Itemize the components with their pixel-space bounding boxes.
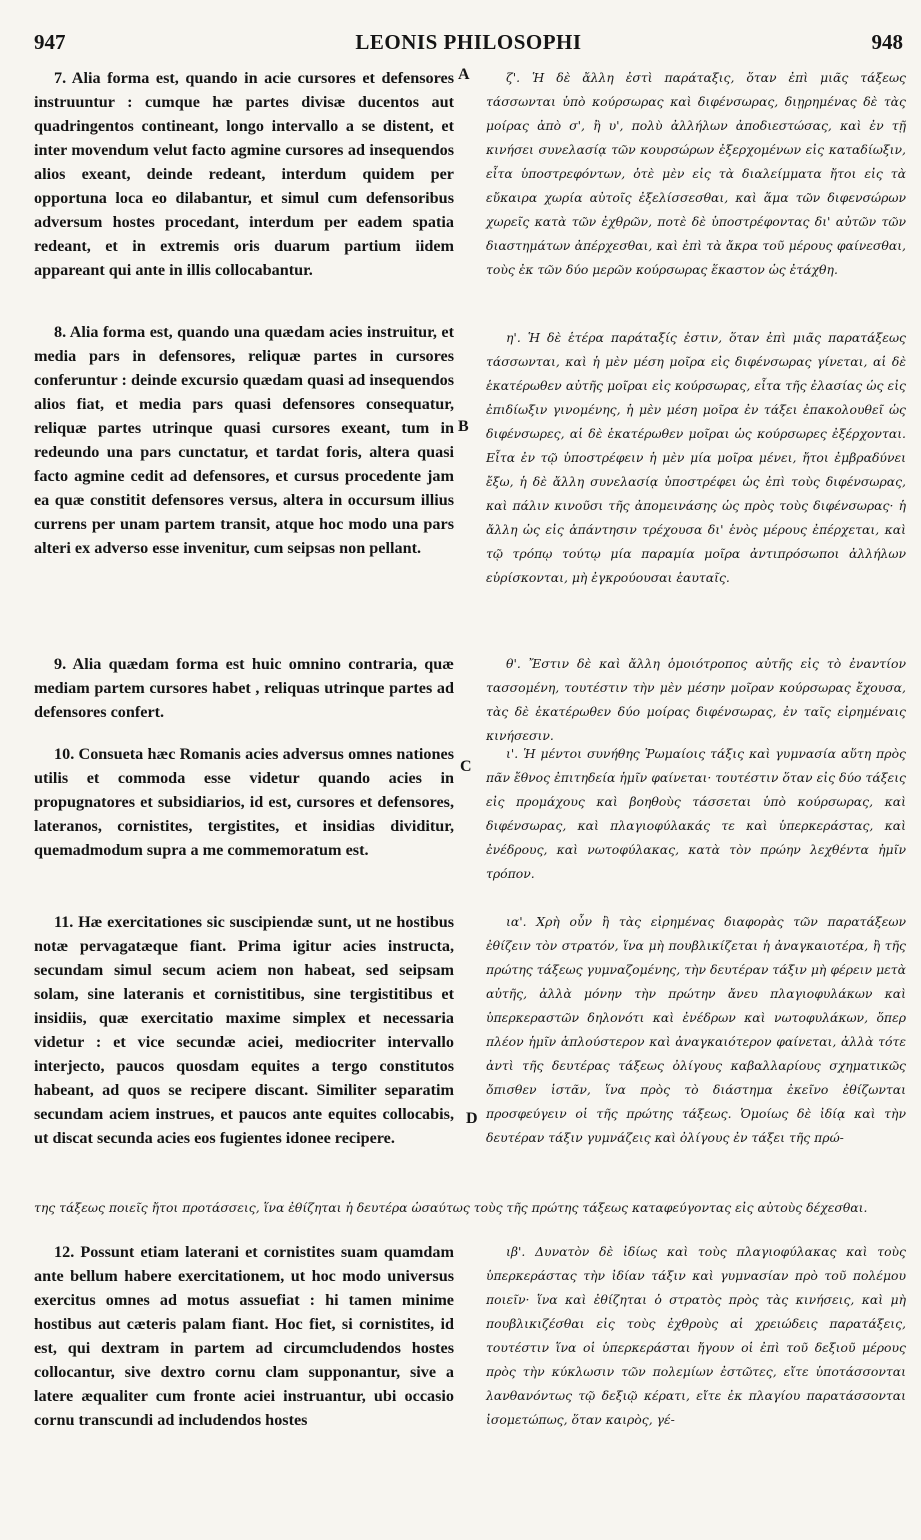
running-title: LEONIS PHILOSOPHI bbox=[355, 30, 582, 54]
margin-marker-a: A bbox=[458, 66, 470, 83]
greek-paragraph-8: η'. Ἡ δὲ ἑτέρα παράταξίς ἐστιν, ὅταν ἐπὶ μιᾶς παρατάξεως τάσσωνται, καὶ ἡ μὲν μέση μοῖρα εἰς διφένσωρας γίνεται, αἱ δὲ ἑκατέρωθεν αὐτῆς μοῖραι εἰς κούρσωρας, εἶτα τῆς ἐλασίας ὡς εἰς ἐπιδίωξιν γινομένης, ἡ μὲν μέση μοῖρα ἐν τάξει ἐπακολουθεῖ ὡς διφένσωρες, αἱ δὲ ἑκατέρωθεν μοῖραι ὡς κούρσωρες ἐξέρχονται. Εἶτα ἐν τῷ ὑποστρέφειν ἡ μὲν μία μοῖρα μένει, ἤτοι ἐμβραδύνει ἔξω, ἡ δὲ ἄλλη συνελασίᾳ ὑποστρέφει ὡς ἐπὶ τοὺς διφένσωρας, καὶ πάλιν κινοῦσι τῆς ἀπομεινάσης ὡς πρὸς τοὺς διφένσωρας· ἡ ἄλλη ὡς εἰς ἀπάντησιν τρέχουσα δι' ἑνὸς μέρους ἐπέρχεται, καὶ τῷ τρόπῳ τούτῳ μία παραμία μοῖρα ἀντιπρόσωποι ἀλλήλων εὑρίσκονται, μὴ ἐγκρούουσαι ἑαυταῖς. bbox=[486, 330, 906, 585]
latin-paragraph-9: 9. Alia quædam forma est huic omnino contraria, quæ mediam partem cursores habet , reliquas utrinque partes ad defensores confert. bbox=[34, 655, 454, 721]
margin-marker-b: B bbox=[458, 418, 469, 435]
page-number-right: 948 bbox=[871, 30, 903, 54]
greek-paragraph-12: ιβ'. Δυνατὸν δὲ ἰδίως καὶ τοὺς πλαγιοφύλακας καὶ τοὺς ὑπερκεράστας τὴν ἰδίαν τάξιν καὶ γυμνασίαν πρὸ τοῦ πολέμου ποιεῖν· ἵνα καὶ ἐθίζηται ὁ στρατὸς πρὸς τὰς κινήσεις, καὶ μὴ πουβλικιζέσθαι εἰς τοὺς ἐχθροὺς αἱ χρειώδεις παρατάξεις, τουτέστιν ἵνα οἱ ὑπερκεράσται ἤγουν οἱ ἐπὶ τοῦ δεξιοῦ μέρους πρὸς τὴν κύκλωσιν τῶν πολεμίων ἐστῶτες, εἴτε ὑποτάσσονται λανθανόντως τῷ δεξιῷ κέρατι, εἴτε ἐκ πλαγίου παρατάσσονται ἰσομετώπως, ὅταν καιρὸς, γέ- bbox=[486, 1244, 906, 1427]
greek-paragraph-10: ι'. Ἡ μέντοι συνήθης Ῥωμαίοις τάξις καὶ γυμνασία αὕτη πρὸς πᾶν ἔθνος ἐπιτηδεία ἡμῖν φαίνεται· τουτέστιν ὅταν εἰς δύο τάξεις εἰς προμάχους καὶ βοηθοὺς τάσσεται ὑπὸ κούρσωρας, καὶ διφένσωρας, καὶ πλαγιοφύλακάς τε καὶ ὑπερκεράστας, καὶ ἐνέδρους, καὶ νωτοφύλακας, κατὰ τὸν πρώην λεχθέντα ἡμῖν τρόπον. bbox=[486, 746, 906, 881]
latin-paragraph-12: 12. Possunt etiam laterani et cornistites suam quamdam ante bellum habere exercitationem, ut hoc modo universus exercitus omnes ad motus assuefiat : hi tamen minime hostibus aut cæteris palam fiant. Hoc fiet, si cornistites, id est, qui dextram in partem ad circumcludendos hostes collocantur, sive dextro cornu clam supponantur, sive a latere æqualiter cum fronte aciei instruantur, ubi occasio cornu transcundi ad includendos hostes bbox=[34, 1243, 454, 1429]
greek-paragraph-9: θ'. Ἔστιν δὲ καὶ ἄλλη ὁμοιότροπος αὐτῆς εἰς τὸ ἐναντίον τασσομένη, τουτέστιν τὴν μὲν μέσην μοῖραν κούρσωρας ἔχουσα, τὰς δὲ ἑκατέρωθεν δύο μοίρας διφένσωρας, ἐν ταῖς εἰρημέναις κινήσεσιν. bbox=[486, 656, 906, 743]
margin-marker-d: D bbox=[466, 1110, 478, 1127]
page-header bbox=[34, 30, 903, 60]
greek-paragraph-7: ζ'. Ἡ δὲ ἄλλη ἐστὶ παράταξις, ὅταν ἐπὶ μιᾶς τάξεως τάσσωνται ὑπὸ κούρσωρας καὶ διφένσωρας, διῃρημένας δὲ τὰς μοίρας ἀπὸ σ', ἢ υ', πολὺ ἀλλήλων ἀποδιεστώσας, καὶ ἐν τῇ κινήσει συνελασίᾳ τῶν κουρσώρων ἐξερχομένων εἰς καταδίωξιν, εἶτα ὑποστρεφόντων, ὁτὲ μὲν εἰς τὰ διαλείμματα ἤτοι εἰς τὰ εὔκαιρα χωρία αὐτοῖς ἐξελίσσεσθαι, καὶ ἅμα τῶν διφενσώρων χωρεῖς κατὰ τῶν ἐχθρῶν, ποτὲ δὲ ὑποστρέφοντας δι' αὐτῶν τῶν διαστημάτων ἀπέρχεσθαι, καὶ ἐπὶ τὰ ἄκρα τοῦ μέρους φαίνεσθαι, τοὺς ἐκ τῶν δύο μερῶν κούρσωρας ἕκαστον ὡς ἐτάχθη. bbox=[486, 70, 906, 277]
greek-paragraph-11: ια'. Χρὴ οὖν ἢ τὰς εἰρημένας διαφορὰς τῶν παρατάξεων ἐθίζειν τὸν στρατόν, ἵνα μὴ πουβλικίζεται ἡ ἀναγκαιοτέρα, ἢ τῆς πρώτης τάξεως γυμναζομένης, τὴν δευτέραν τάξιν μὴ φέρειν μετὰ αὐτῆς, ἀλλὰ μόνην τὴν πρώτην ἄνευ πλαγιοφυλάκων καὶ ὑπερκεραστῶν δηλονότι καὶ ἐνέδρων καὶ νωτοφυλάκων, ὅπερ πλέον ἡμῖν ἁπλούστερον καὶ ἀναγκαιότερον φαίνεται, ἀλλὰ τότε ἀντὶ τῆς δευτέρας τάξεως ὀλίγους καβαλλαρίους σχηματικῶς ὄπισθεν ἱστᾶν, ἵνα πρὸς τὸ διάστημα ἐκεῖνο ἐθίζωνται προσφεύγειν οἱ τῆς πρώτης τάξεως. Ὁμοίως δὲ ἰδίᾳ καὶ τὴν δευτέραν τάξιν γυμνάζεις καὶ ὀλίγους ἐν τάξει τῆς πρώ- bbox=[486, 914, 906, 1145]
latin-paragraph-7: 7. Alia forma est, quando in acie cursores et defensores instruuntur : cumque hæ partes divisæ ducentos aut quadringentos contineant, longo intervallo a se distent, et inter movendum velut facto agmine cursores ad insequendos alios exeant, deinde redeant, interdum quidem per opportuna loca eo dilabantur, et simul cum defensoribus adversum hostes procedant, interdum per eadem spatia redeant, et in extremis oris duarum partium iidem appareant qui ante in illis collocabantur. bbox=[34, 69, 454, 279]
latin-paragraph-8: 8. Alia forma est, quando una quædam acies instruitur, et media pars in defensores, reliquæ partes in cursores conferuntur : deinde excursio quædam quasi ad insequendos alios fiat, et media pars quasi defensores consequatur, reliquæ partes utrinque quasi cursores exeant, tum in redeundo una pars cunctatur, et tardat foris, altera quasi facto agmine cedit ad defensores, et cursus procedente jam ea quæ constitit defensores versus, altera in occursum illius currens per unam partem transit, atque hoc modo una pars alteri ex adverso esse invenitur, cum seipsas non pellant. bbox=[34, 323, 454, 557]
page-number-left: 947 bbox=[34, 30, 66, 54]
margin-marker-c: C bbox=[460, 758, 472, 775]
greek-bridge-line: της τάξεως ποιεῖς ἤτοι προτάσσεις, ἵνα ἐθίζηται ἡ δευτέρα ὡσαύτως τοὺς τῆς πρώτης τάξεως καταφεύγοντας εἰς αὐτοὺς δέχεσθαι. bbox=[34, 1200, 868, 1215]
latin-paragraph-10: 10. Consueta hæc Romanis acies adversus omnes nationes utilis et commoda esse videtur quando acies in propugnatores et subsidiarios, id est, cursores et defensores, lateranos, cornistites, tergistites, et insidias dividitur, quemadmodum supra a me commemoratum est. bbox=[34, 745, 454, 859]
latin-paragraph-11: 11. Hæ exercitationes sic suscipiendæ sunt, ut ne hostibus notæ pervagatæque fiant. Prima igitur acies instructa, secundam simul secum aciem non habeat, sed seipsam solam, sine lateranis et cornistitibus, sine tergistitibus et insidiis, quæ exercitatio maxime simplex et necessaria videtur : et vice secundæ aciei, mediocriter intervallo interjecto, paucos quosdam equites a tergo constitutos habeant, ad quos se recipere discant. Similiter separatim secundam aciem instrues, et paucos ante equites collocabis, ut discat secunda acies eos fugientes idonee recipere. bbox=[34, 913, 454, 1147]
